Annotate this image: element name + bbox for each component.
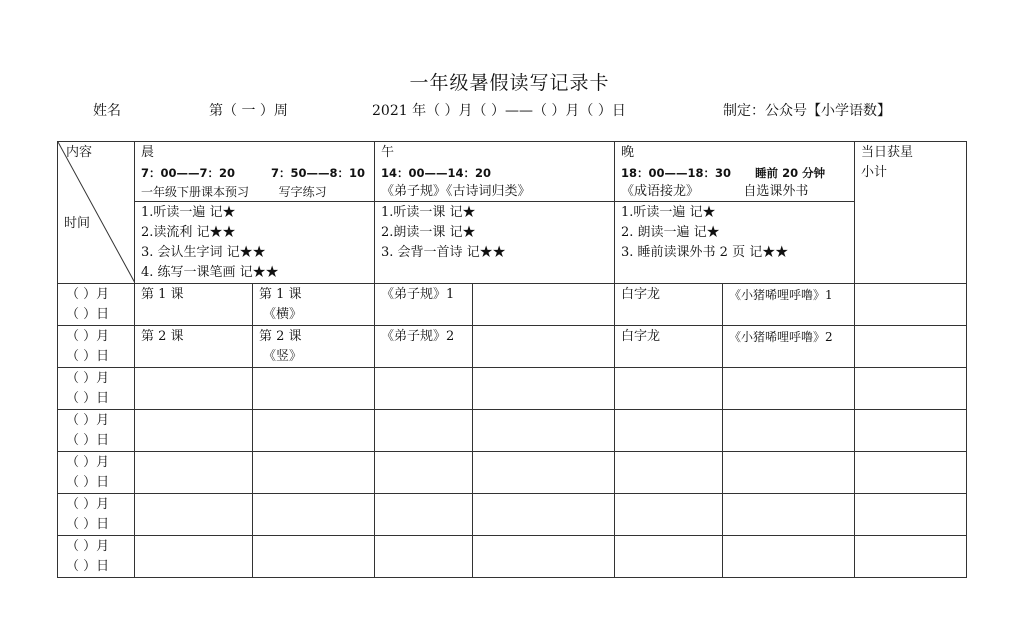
month-field[interactable]: （ ）月	[66, 455, 110, 470]
stars-cell[interactable]	[855, 326, 967, 368]
stars-cell[interactable]	[855, 452, 967, 494]
morning-writing-cell[interactable]	[253, 452, 375, 494]
content-label: 内容	[66, 145, 93, 160]
month-field[interactable]: （ ）月	[66, 539, 110, 554]
stars-cell[interactable]	[855, 368, 967, 410]
noon-reading-cell[interactable]	[375, 536, 473, 578]
date-cell	[58, 494, 135, 536]
day-field[interactable]: （ ）日	[66, 517, 110, 532]
month-field[interactable]: （ ）月	[66, 371, 110, 386]
noon-task-item: 3. 会背一首诗 记★★	[381, 245, 506, 260]
noon-reading-cell[interactable]	[375, 284, 473, 326]
morning-task-item: 1.听读一遍 记★	[141, 205, 236, 220]
noon-task-item: 1.听读一课 记★	[381, 205, 476, 220]
noon-reading-text: 《弟子规》1	[381, 287, 455, 302]
date-range: 2021 年（ ）月（ ）——（ ）月（ ）日	[372, 103, 626, 119]
noon-reading-text: 《弟子规》2	[381, 329, 455, 344]
noon-extra-cell[interactable]	[473, 536, 615, 578]
name-label: 姓名	[93, 103, 121, 119]
table-row	[58, 284, 967, 326]
evening-task-item: 3. 睡前读课外书 2 页 记★★	[621, 245, 789, 260]
week-label: 第（ 一 ）周	[209, 103, 288, 119]
noon-task: 《弟子规》《古诗词归类》	[381, 184, 531, 199]
noon-extra-cell[interactable]	[473, 326, 615, 368]
month-field[interactable]: （ ）月	[66, 413, 110, 428]
noon-reading-cell[interactable]	[375, 452, 473, 494]
evening-book-cell[interactable]	[723, 536, 855, 578]
stars-cell[interactable]	[855, 494, 967, 536]
evening-task-item: 1.听读一遍 记★	[621, 205, 716, 220]
evening-idiom-cell[interactable]	[615, 494, 723, 536]
noon-time: 14：00——14：20	[381, 166, 492, 180]
diagonal-line	[58, 142, 135, 283]
evening-book-cell[interactable]	[723, 326, 855, 368]
date-cell	[58, 368, 135, 410]
evening-idiom-cell[interactable]	[615, 368, 723, 410]
morning-writing-cell[interactable]	[253, 284, 375, 326]
morning-time-2: 7：50——8：10	[271, 166, 366, 180]
noon-extra-cell[interactable]	[473, 284, 615, 326]
morning-reading-cell[interactable]	[135, 452, 253, 494]
day-field[interactable]: （ ）日	[66, 391, 110, 406]
stars-cell[interactable]	[855, 536, 967, 578]
morning-task-item: 3. 会认生字词 记★★	[141, 245, 266, 260]
month-field[interactable]: （ ）月	[66, 329, 110, 344]
day-field[interactable]: （ ）日	[66, 307, 110, 322]
table-row	[58, 452, 967, 494]
time-label: 时间	[64, 216, 91, 231]
morning-reading-cell[interactable]	[135, 326, 253, 368]
date-cell	[58, 284, 135, 326]
evening-idiom-text: 白字龙	[621, 287, 661, 302]
morning-writing-cell[interactable]	[253, 368, 375, 410]
noon-extra-cell[interactable]	[473, 368, 615, 410]
evening-book-text: 《小猪唏哩呼噜》1	[729, 288, 833, 302]
morning-reading-text: 第 2 课	[141, 329, 184, 344]
record-table	[57, 141, 967, 578]
noon-extra-cell[interactable]	[473, 452, 615, 494]
day-field[interactable]: （ ）日	[66, 475, 110, 490]
evening-book-cell[interactable]	[723, 284, 855, 326]
evening-task-1: 《成语接龙》	[621, 184, 700, 199]
date-cell	[58, 326, 135, 368]
morning-writing-stroke: 《竖》	[263, 349, 303, 364]
table-row	[58, 368, 967, 410]
stars-label-1: 当日获星	[861, 145, 914, 160]
noon-header	[375, 142, 615, 202]
evening-time: 18：00——18：30	[621, 166, 732, 180]
noon-name: 午	[381, 145, 395, 160]
morning-writing-text: 第 2 课	[259, 329, 302, 344]
morning-reading-cell[interactable]	[135, 410, 253, 452]
evening-time-extra: 睡前 20 分钟	[755, 166, 826, 180]
evening-name: 晚	[621, 145, 635, 160]
morning-writing-cell[interactable]	[253, 326, 375, 368]
stars-header	[855, 142, 967, 284]
morning-task-2: 写字练习	[278, 185, 327, 199]
diagonal-header-cell	[58, 142, 135, 284]
noon-extra-cell[interactable]	[473, 410, 615, 452]
date-cell	[58, 410, 135, 452]
morning-reading-text: 第 1 课	[141, 287, 184, 302]
evening-idiom-cell[interactable]	[615, 284, 723, 326]
header-row	[58, 142, 967, 202]
day-field[interactable]: （ ）日	[66, 349, 110, 364]
noon-tasks	[375, 202, 615, 284]
stars-cell[interactable]	[855, 284, 967, 326]
evening-book-text: 《小猪唏哩呼噜》2	[729, 330, 833, 344]
morning-task-1: 一年级下册课本预习	[141, 185, 250, 199]
table-row	[58, 494, 967, 536]
noon-reading-cell[interactable]	[375, 326, 473, 368]
evening-book-cell[interactable]	[723, 368, 855, 410]
author-label: 制定：公众号【小学语数】	[723, 103, 891, 119]
noon-reading-cell[interactable]	[375, 494, 473, 536]
noon-extra-cell[interactable]	[473, 494, 615, 536]
evening-book-cell[interactable]	[723, 410, 855, 452]
task-row	[58, 202, 967, 284]
morning-writing-cell[interactable]	[253, 410, 375, 452]
morning-time-1: 7：00——7：20	[141, 166, 236, 180]
evening-book-cell[interactable]	[723, 494, 855, 536]
morning-task-item: 2.读流利 记★★	[141, 225, 236, 240]
evening-idiom-cell[interactable]	[615, 452, 723, 494]
morning-tasks	[135, 202, 375, 284]
record-rows	[58, 284, 967, 578]
evening-task-2: 自选课外书	[743, 184, 809, 199]
morning-writing-cell[interactable]	[253, 536, 375, 578]
morning-header	[135, 142, 375, 202]
morning-writing-cell[interactable]	[253, 494, 375, 536]
table-row	[58, 410, 967, 452]
noon-reading-cell[interactable]	[375, 368, 473, 410]
month-field[interactable]: （ ）月	[66, 287, 110, 302]
evening-idiom-cell[interactable]	[615, 536, 723, 578]
morning-writing-stroke: 《横》	[263, 307, 303, 322]
morning-task-item: 4. 练写一课笔画 记★★	[141, 265, 279, 280]
noon-task-item: 2.朗读一课 记★	[381, 225, 476, 240]
stars-cell[interactable]	[855, 410, 967, 452]
table-row	[58, 326, 967, 368]
evening-idiom-cell[interactable]	[615, 326, 723, 368]
morning-name: 晨	[141, 145, 155, 160]
evening-idiom-cell[interactable]	[615, 410, 723, 452]
morning-reading-cell[interactable]	[135, 536, 253, 578]
evening-idiom-text: 白字龙	[621, 329, 661, 344]
evening-header	[615, 142, 855, 202]
evening-book-cell[interactable]	[723, 452, 855, 494]
evening-task-item: 2. 朗读一遍 记★	[621, 225, 720, 240]
table-row	[58, 536, 967, 578]
morning-reading-cell[interactable]	[135, 494, 253, 536]
stars-label-2: 小计	[861, 165, 888, 180]
day-field[interactable]: （ ）日	[66, 433, 110, 448]
date-cell	[58, 536, 135, 578]
morning-reading-cell[interactable]	[135, 368, 253, 410]
evening-tasks	[615, 202, 855, 284]
month-field[interactable]: （ ）月	[66, 497, 110, 512]
morning-reading-cell[interactable]	[135, 284, 253, 326]
day-field[interactable]: （ ）日	[66, 559, 110, 574]
date-cell	[58, 452, 135, 494]
noon-reading-cell[interactable]	[375, 410, 473, 452]
page-title: 一年级暑假读写记录卡	[409, 72, 610, 94]
morning-writing-text: 第 1 课	[259, 287, 302, 302]
